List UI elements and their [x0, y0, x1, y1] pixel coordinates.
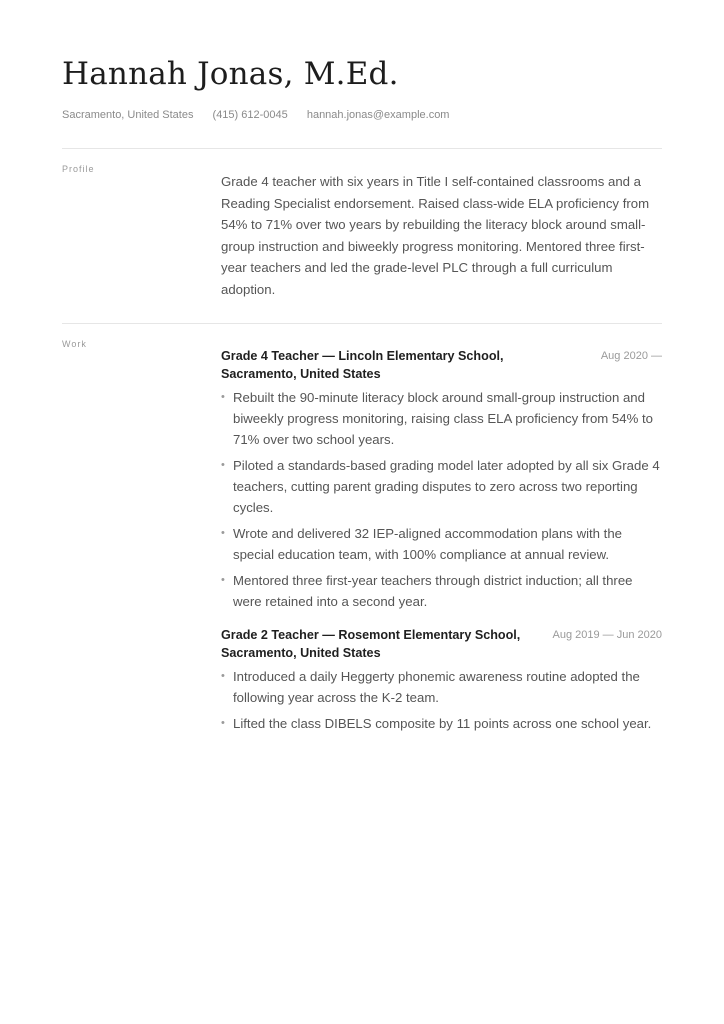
divider-profile: [62, 323, 662, 324]
work-section: [221, 347, 662, 748]
job-bullet: • Mentored three first-year teachers through district induction; all three were retained into a second year.: [221, 570, 662, 612]
contact-line: [62, 109, 465, 121]
profile-summary: Grade 4 teacher with six years in Title I self-contained classrooms and a Reading Specialist endorsement. Raised class-wide ELA proficiency from 54% to 71% over two years by rebuilding the literacy block around small-group instruction and biweekly progress monitoring. Mentored three first-year teachers and led the grade-level PLC through a full curriculum adoption.: [221, 174, 650, 297]
section-label-work: Work: [62, 339, 87, 349]
job-bullet: • Piloted a standards-based grading model later adopted by all six Grade 4 teachers, cutting parent grading disputes to zero across two reporting cycles.: [221, 455, 662, 518]
bullet-dot: •: [221, 459, 225, 471]
job-header: [221, 347, 662, 383]
job-dates: Aug 2019 — Jun 2020: [552, 629, 662, 641]
job-title: Grade 2 Teacher — Rosemont Elementary School, Sacramento, United States: [221, 628, 521, 660]
job-title: Grade 4 Teacher — Lincoln Elementary School, Sacramento, United States: [221, 349, 504, 381]
job-bullets: [221, 666, 662, 734]
candidate-name: Hannah Jonas, M.Ed.: [62, 56, 399, 92]
job-header: [221, 626, 662, 662]
job-bullet: • Lifted the class DIBELS composite by 11 points across one school year.: [221, 713, 662, 734]
job-entry: [221, 347, 662, 612]
bullet-dot: •: [221, 574, 225, 586]
divider-header: [62, 148, 662, 149]
bullet-dot: •: [221, 717, 225, 729]
contact-email: hannah.jonas@example.com: [306, 109, 450, 121]
bullet-dot: •: [221, 670, 225, 682]
job-dates: Aug 2020 —: [600, 350, 662, 362]
job-entry: [221, 626, 662, 734]
contact-phone: (415) 612-0045: [212, 109, 288, 121]
job-bullets: [221, 387, 662, 612]
section-label-profile: Profile: [62, 164, 95, 174]
job-bullet: • Wrote and delivered 32 IEP-aligned accommodation plans with the special education team, with 100% compliance at annual review.: [221, 523, 662, 565]
bullet-dot: •: [221, 527, 225, 539]
job-bullet: • Introduced a daily Heggerty phonemic awareness routine adopted the following year across the K-2 team.: [221, 666, 662, 708]
contact-location: Sacramento, United States: [62, 109, 194, 121]
bullet-dot: •: [221, 391, 225, 403]
job-bullet: • Rebuilt the 90-minute literacy block around small-group instruction and biweekly progress monitoring, raising class ELA proficiency from 54% to 71% over two school years.: [221, 387, 662, 450]
profile-section: [221, 171, 662, 300]
